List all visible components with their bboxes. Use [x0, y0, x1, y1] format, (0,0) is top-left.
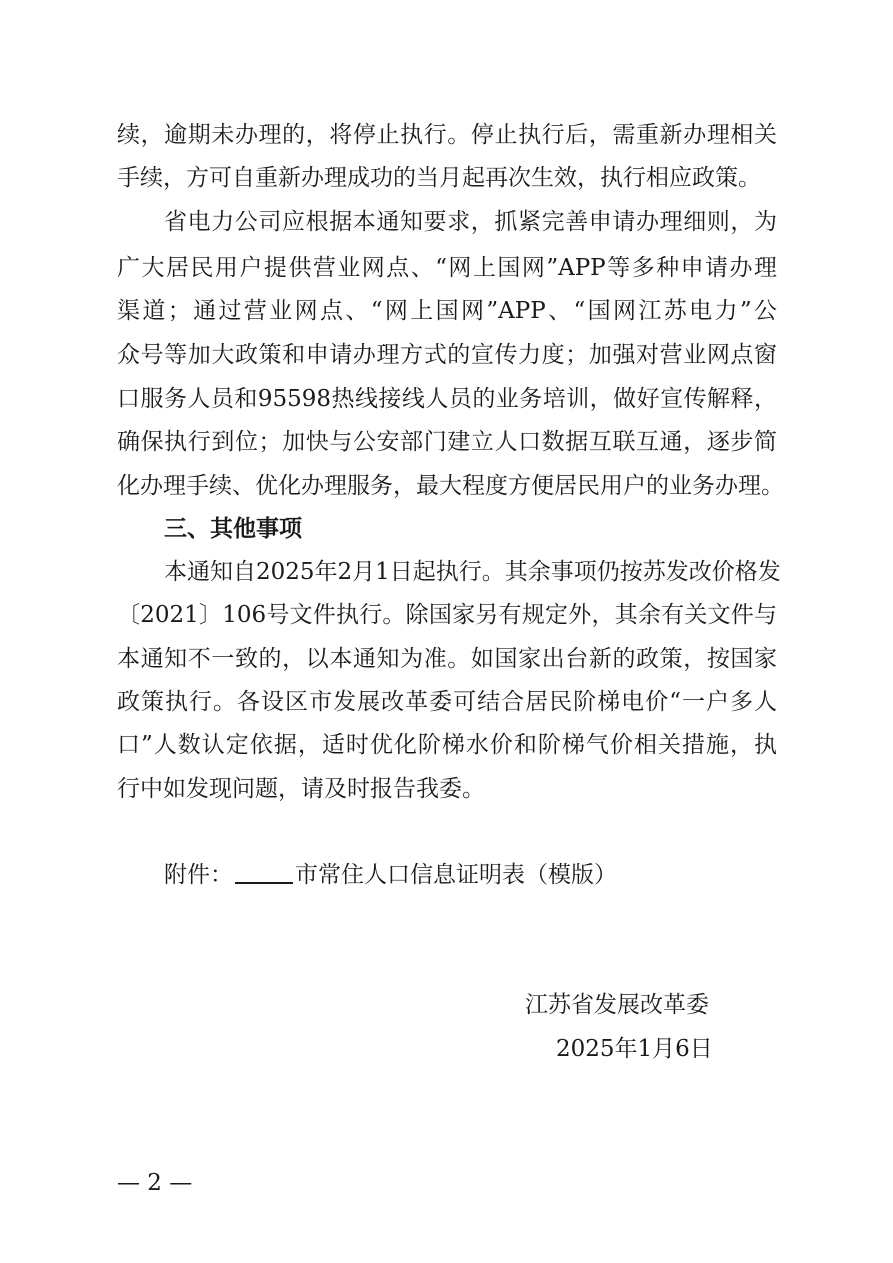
body-line: 口”人数认定依据，适时优化阶梯水价和阶梯气价相关措施，执 — [117, 732, 777, 758]
body-line: 〔2021〕106号文件执行。除国家另有规定外，其余有关文件与 — [117, 602, 777, 628]
attachment-title: 市常住人口信息证明表（模版） — [295, 862, 617, 888]
attachment-label: 附件： — [164, 862, 233, 888]
body-line: 政策执行。各设区市发展改革委可结合居民阶梯电价“一户多人 — [117, 689, 777, 715]
body-line: 广大居民用户提供营业网点、“网上国网”APP等多种申请办理 — [117, 255, 777, 281]
attachment-line — [164, 860, 617, 890]
body-line: 众号等加大政策和申请办理方式的宣传力度；加强对营业网点窗 — [117, 342, 777, 368]
body-line: 化办理手续、优化办理服务，最大程度方便居民用户的业务办理。 — [117, 473, 784, 499]
body-line: 手续，方可自重新办理成功的当月起再次生效，执行相应政策。 — [117, 165, 761, 191]
body-line: 本通知不一致的，以本通知为准。如国家出台新的政策，按国家 — [117, 646, 777, 672]
body-line: 行中如发现问题，请及时报告我委。 — [117, 776, 485, 802]
body-line: 本通知自2025年2月1日起执行。其余事项仍按苏发改价格发 — [164, 559, 781, 585]
body-line: 渠道；通过营业网点、“网上国网”APP、“国网江苏电力”公 — [117, 298, 777, 324]
section-heading: 三、其他事项 — [164, 516, 302, 542]
body-line: 省电力公司应根据本通知要求，抓紧完善申请办理细则，为 — [164, 209, 777, 235]
issuer-signature: 江苏省发展改革委 — [525, 992, 709, 1018]
body-line: 续，逾期未办理的，将停止执行。停止执行后，需重新办理相关 — [117, 122, 777, 148]
body-line: 确保执行到位；加快与公安部门建立人口数据互联互通，逐步简 — [117, 429, 777, 455]
page-number: — 2 — — [117, 1170, 193, 1196]
issue-date: 2025年1月6日 — [556, 1036, 713, 1062]
body-line: 口服务人员和95598热线接线人员的业务培训，做好宣传解释， — [117, 386, 777, 412]
blank-underline — [235, 860, 293, 884]
